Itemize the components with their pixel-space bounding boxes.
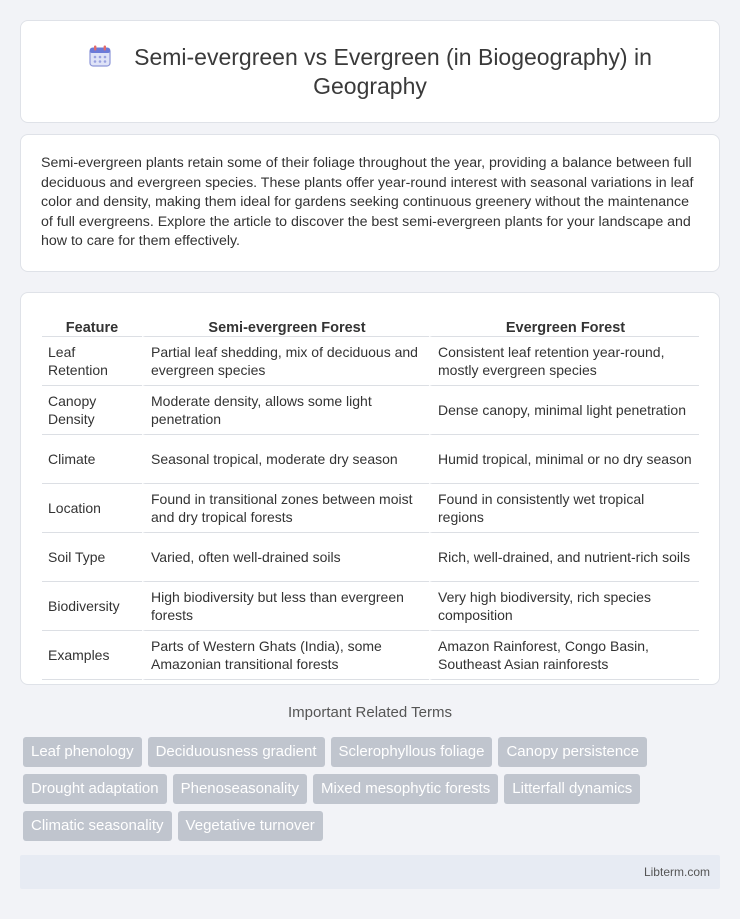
table-cell-semi-evergreen: High biodiversity but less than evergreen forests [142, 582, 429, 631]
comparison-table-card [20, 292, 720, 685]
related-term-tag[interactable]: Climatic seasonality [23, 811, 172, 841]
related-terms-list [23, 737, 723, 841]
related-term-tag[interactable]: Leaf phenology [23, 737, 142, 767]
related-term-tag[interactable]: Canopy persistence [498, 737, 647, 767]
page-title-text: Semi-evergreen vs Evergreen (in Biogeography) in Geography [134, 43, 652, 99]
intro-card [20, 134, 720, 272]
table-cell-evergreen: Found in consistently wet tropical regions [429, 484, 699, 533]
table-cell-evergreen: Rich, well-drained, and nutrient-rich soils [429, 533, 699, 582]
table-row [42, 386, 699, 435]
related-term-tag[interactable]: Mixed mesophytic forests [313, 774, 498, 804]
related-term-tag[interactable]: Sclerophyllous foliage [331, 737, 493, 767]
table-row [42, 582, 699, 631]
table-cell-feature: Canopy Density [42, 386, 142, 435]
column-header-feature: Feature [42, 315, 142, 337]
table-row [42, 484, 699, 533]
related-term-tag[interactable]: Drought adaptation [23, 774, 167, 804]
table-cell-semi-evergreen: Parts of Western Ghats (India), some Amazonian transitional forests [142, 631, 429, 680]
related-term-tag[interactable]: Deciduousness gradient [148, 737, 325, 767]
column-header-semi-evergreen: Semi-evergreen Forest [142, 315, 429, 337]
calendar-icon [88, 44, 112, 68]
table-cell-semi-evergreen: Partial leaf shedding, mix of deciduous and evergreen species [142, 337, 429, 386]
column-header-evergreen: Evergreen Forest [429, 315, 699, 337]
related-terms-heading: Important Related Terms [288, 704, 452, 721]
table-header-row [42, 315, 699, 337]
table-cell-semi-evergreen: Found in transitional zones between moist and dry tropical forests [142, 484, 429, 533]
related-term-tag[interactable]: Phenoseasonality [173, 774, 307, 804]
page-title [61, 43, 679, 101]
table-cell-evergreen: Dense canopy, minimal light penetration [429, 386, 699, 435]
table-cell-semi-evergreen: Seasonal tropical, moderate dry season [142, 435, 429, 484]
table-cell-feature: Climate [42, 435, 142, 484]
table-cell-feature: Examples [42, 631, 142, 680]
footer-brand-link[interactable]: Libterm.com [643, 865, 710, 879]
table-row [42, 337, 699, 386]
intro-text: Semi-evergreen plants retain some of their foliage throughout the year, providing a balance between full deciduous and evergreen species. These plants offer year-round interest with seasonal variations in leaf color and density, making them ideal for gardens seeking continuous greenery without the maintenance of full evergreens. Explore the article to discover the best semi-evergreen plants for your landscape and how to care for them effectively. [41, 155, 694, 250]
table-cell-evergreen: Amazon Rainforest, Congo Basin, Southeast Asian rainforests [429, 631, 699, 680]
table-cell-feature: Leaf Retention [42, 337, 142, 386]
table-cell-evergreen: Consistent leaf retention year-round, mostly evergreen species [429, 337, 699, 386]
table-cell-feature: Soil Type [42, 533, 142, 582]
comparison-table [42, 315, 699, 680]
table-cell-evergreen: Humid tropical, minimal or no dry season [429, 435, 699, 484]
table-cell-feature: Location [42, 484, 142, 533]
table-row [42, 631, 699, 680]
footer [20, 855, 720, 889]
table-row [42, 435, 699, 484]
related-term-tag[interactable]: Vegetative turnover [178, 811, 323, 841]
title-card [20, 20, 720, 123]
table-row [42, 533, 699, 582]
table-cell-semi-evergreen: Varied, often well-drained soils [142, 533, 429, 582]
table-cell-feature: Biodiversity [42, 582, 142, 631]
related-term-tag[interactable]: Litterfall dynamics [504, 774, 640, 804]
table-cell-evergreen: Very high biodiversity, rich species composition [429, 582, 699, 631]
table-cell-semi-evergreen: Moderate density, allows some light penetration [142, 386, 429, 435]
